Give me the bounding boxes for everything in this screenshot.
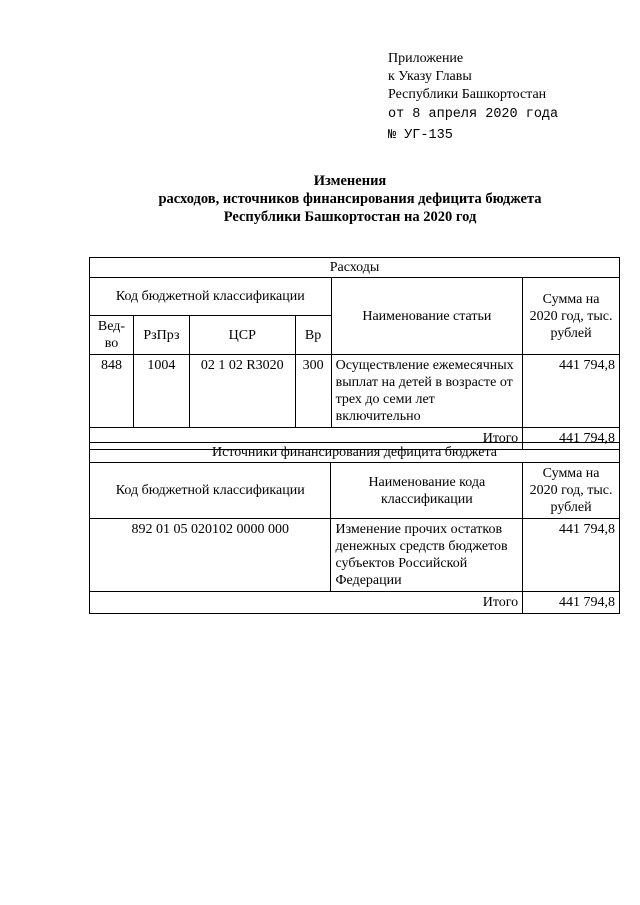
cell-rzprz: 1004 [133, 355, 189, 428]
document-title [80, 172, 620, 226]
title-line-2: расходов, источников финансирования дефицита бюджета [158, 191, 542, 207]
appendix-date: от 8 апреля 2020 года [388, 107, 559, 122]
cell-code: 892 01 05 020102 0000 000 [90, 519, 331, 592]
sources-header-code: Код бюджетной классификации [90, 463, 331, 519]
expenses-header-name: Наименование статьи [331, 278, 523, 355]
cell-ved: 848 [90, 355, 134, 428]
expenses-total-label: Итого [90, 428, 523, 450]
col-csr: ЦСР [189, 316, 295, 355]
appendix-number: № УГ-135 [388, 128, 453, 143]
title-line-1: Изменения [313, 173, 387, 189]
expenses-table [89, 257, 620, 450]
expenses-header-code: Код бюджетной классификации [90, 278, 332, 316]
sources-header-sum: Сумма на 2020 год, тыс. рублей [523, 463, 620, 519]
col-ved: Вед-во [90, 316, 134, 355]
title-line-3: Республики Башкортостан на 2020 год [223, 209, 477, 225]
col-rzprz: РзПрз [133, 316, 189, 355]
expenses-header-sum: Сумма на 2020 год, тыс. рублей [523, 278, 620, 355]
appendix-line-1: Приложение [388, 51, 464, 66]
table-row [90, 519, 620, 592]
col-vr: Вр [295, 316, 331, 355]
expenses-section-title: Расходы [90, 258, 620, 278]
sources-total-label: Итого [90, 592, 523, 614]
appendix-line-3: Республики Башкортостан [388, 87, 547, 102]
table-row [90, 355, 620, 428]
sources-header-name: Наименование кода классификации [331, 463, 523, 519]
sources-total-value: 441 794,8 [523, 592, 620, 614]
cell-name: Изменение прочих остатков денежных средств бюджетов субъектов Российской Федерации [331, 519, 523, 592]
cell-sum: 441 794,8 [523, 355, 620, 428]
cell-sum: 441 794,8 [523, 519, 620, 592]
sources-table [89, 442, 620, 614]
appendix-line-2: к Указу Главы [388, 69, 472, 84]
expenses-total-value: 441 794,8 [523, 428, 620, 450]
cell-name: Осуществление ежемесячных выплат на детей в возрасте от трех до семи лет включительно [331, 355, 523, 428]
sources-section-title: Источники финансирования дефицита бюджета [90, 443, 620, 463]
cell-vr: 300 [295, 355, 331, 428]
cell-csr: 02 1 02 R3020 [189, 355, 295, 428]
appendix-block [388, 50, 558, 146]
